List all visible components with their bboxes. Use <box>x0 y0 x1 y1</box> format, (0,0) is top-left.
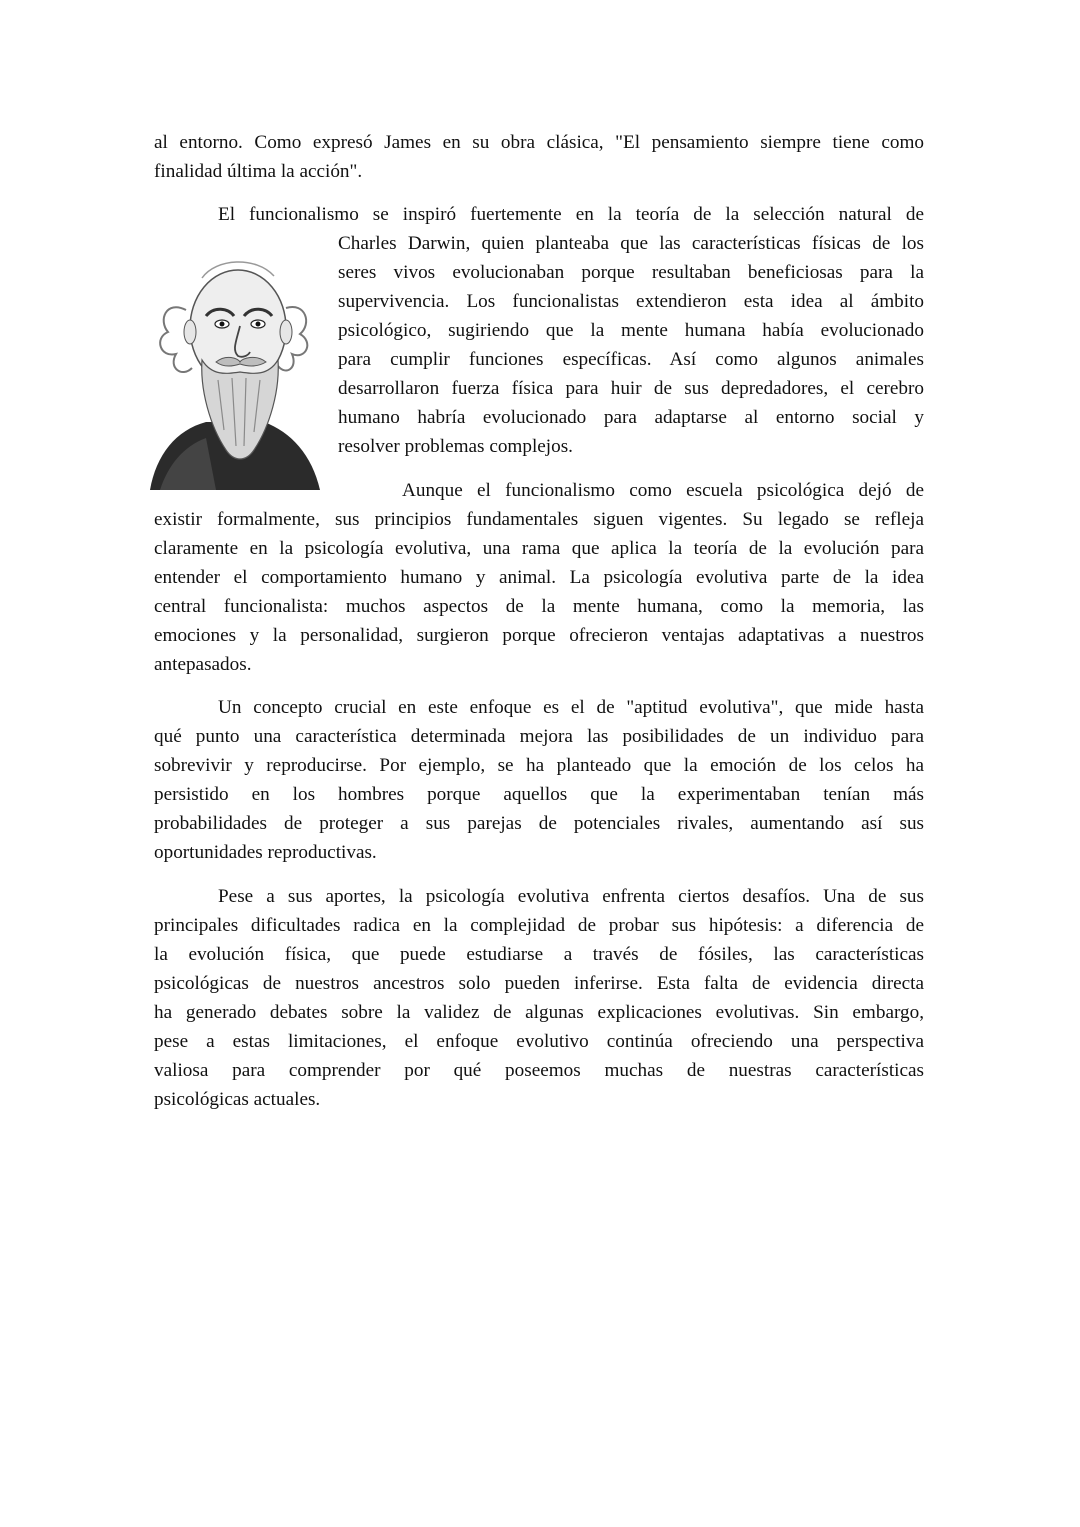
text-line: persistido en los hombres porque aquellos que la experimentaban tenían más <box>154 784 924 805</box>
text-line: existir formalmente, sus principios fundamentales siguen vigentes. Su legado se refleja <box>154 509 924 530</box>
text-line: Charles Darwin, quien planteaba que las características físicas de los <box>338 233 924 254</box>
text-line: para cumplir funciones específicas. Así como algunos animales <box>338 349 924 370</box>
text-line: supervivencia. Los funcionalistas extendieron esta idea al ámbito <box>338 291 924 312</box>
text-line: pese a estas limitaciones, el enfoque evolutivo continúa ofreciendo una perspectiva <box>154 1031 924 1052</box>
text-line: antepasados. <box>154 654 252 675</box>
text-line: desarrollaron fuerza física para huir de sus depredadores, el cerebro <box>338 378 924 399</box>
text-line: central funcionalista: muchos aspectos de la mente humana, como la memoria, las <box>154 596 924 617</box>
text-line: la evolución física, que puede estudiarse a través de fósiles, las características <box>154 944 924 965</box>
text-line: psicológicas actuales. <box>154 1089 321 1110</box>
text-line: finalidad última la acción". <box>154 161 363 182</box>
text-line: claramente en la psicología evolutiva, una rama que aplica la teoría de la evolución para <box>154 538 924 559</box>
text-line: Un concepto crucial en este enfoque es el de "aptitud evolutiva", que mide hasta <box>218 697 924 718</box>
text-line: sobrevivir y reproducirse. Por ejemplo, se ha planteado que la emoción de los celos ha <box>154 755 924 776</box>
text-line: qué punto una característica determinada mejora las posibilidades de un individuo para <box>154 726 924 747</box>
text-line: al entorno. Como expresó James en su obra clásica, "El pensamiento siempre tiene como <box>154 132 924 153</box>
text-line: principales dificultades radica en la complejidad de probar sus hipótesis: a diferencia de <box>154 915 924 936</box>
portrait-illustration <box>146 250 322 494</box>
text-line: emociones y la personalidad, surgieron porque ofrecieron ventajas adaptativas a nuestros <box>154 625 924 646</box>
text-line: resolver problemas complejos. <box>338 436 573 457</box>
text-line: seres vivos evolucionaban porque resultaban beneficiosas para la <box>338 262 924 283</box>
text-line: probabilidades de proteger a sus parejas de potenciales rivales, aumentando así sus <box>154 813 924 834</box>
text-line: Pese a sus aportes, la psicología evolutiva enfrenta ciertos desafíos. Una de sus <box>218 886 924 907</box>
text-line: humano habría evolucionado para adaptarse al entorno social y <box>338 407 924 428</box>
text-line: psicológicas de nuestros ancestros solo pueden inferirse. Esta falta de evidencia directa <box>154 973 924 994</box>
text-line: oportunidades reproductivas. <box>154 842 377 863</box>
text-line: El funcionalismo se inspiró fuertemente en la teoría de la selección natural de <box>218 204 924 225</box>
text-line: entender el comportamiento humano y animal. La psicología evolutiva parte de la idea <box>154 567 924 588</box>
text-line: Aunque el funcionalismo como escuela psicológica dejó de <box>402 480 924 501</box>
text-line: valiosa para comprender por qué poseemos muchas de nuestras características <box>154 1060 924 1081</box>
text-line: psicológico, sugiriendo que la mente humana había evolucionado <box>338 320 924 341</box>
text-line: ha generado debates sobre la validez de algunas explicaciones evolutivas. Sin embargo, <box>154 1002 924 1023</box>
